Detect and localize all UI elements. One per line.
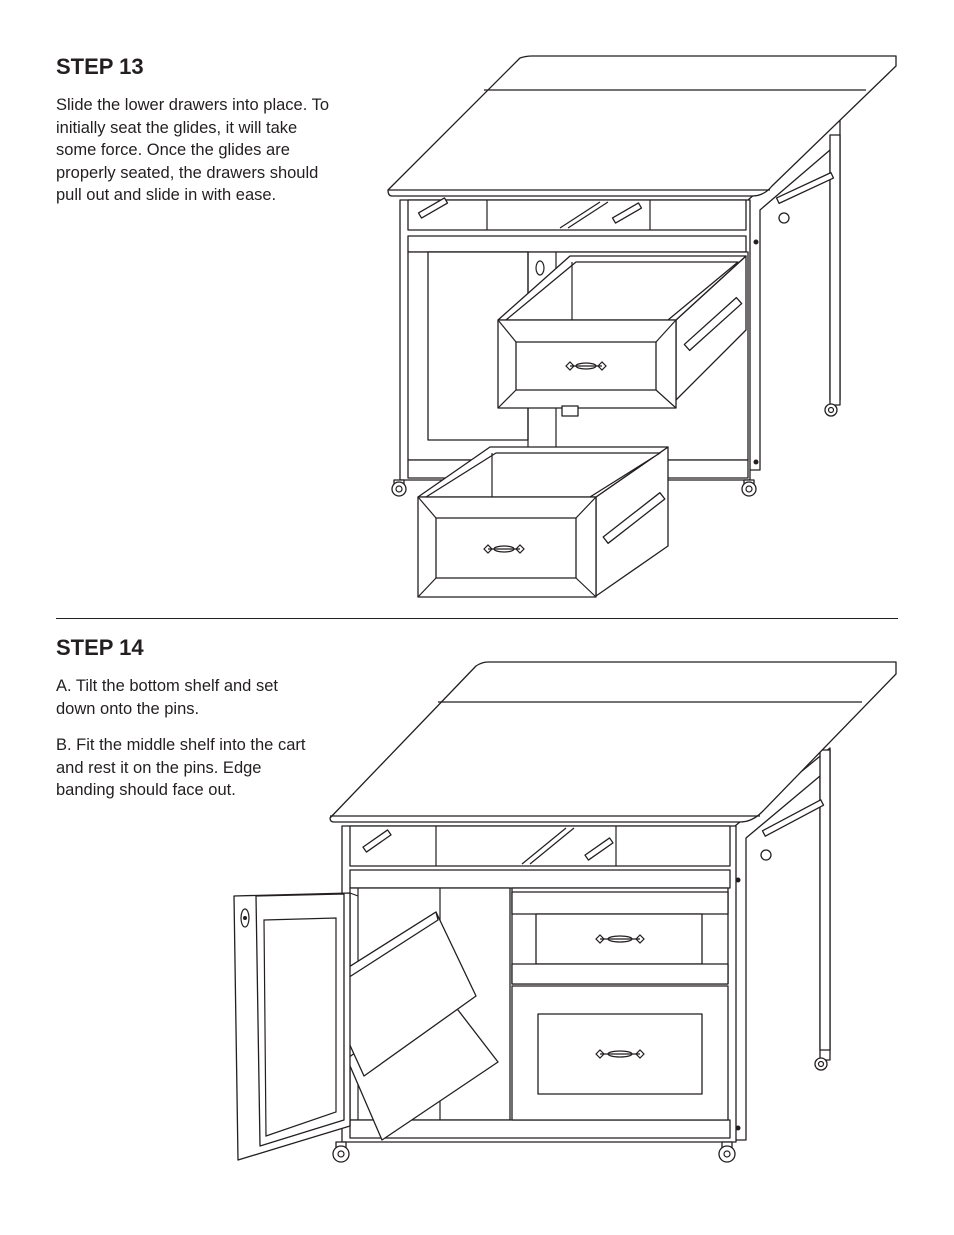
step-13-title: STEP 13 xyxy=(56,54,144,79)
drawer-handle-icon xyxy=(484,545,524,553)
upper-glide-right xyxy=(585,838,613,860)
caster-front-left xyxy=(392,480,406,496)
step-divider xyxy=(56,618,898,619)
installed-lower-drawer xyxy=(512,986,728,1120)
caster-front-left xyxy=(333,1142,349,1162)
caster-rear-right xyxy=(825,404,837,416)
installed-upper-drawer xyxy=(512,888,728,984)
step-14-instruction-b: B. Fit the middle shelf into the cart and rest it on the pins. Edge banding should face out. xyxy=(56,736,306,799)
caster-front-right xyxy=(742,480,756,496)
cart-right-rear-leg xyxy=(820,750,830,1050)
drawer-handle-icon xyxy=(596,935,644,943)
cart-door-open xyxy=(234,893,358,1160)
cart-side-panel xyxy=(735,748,830,1140)
upper-glide-left xyxy=(363,830,391,852)
caster-rear-right xyxy=(815,1058,827,1070)
drawer-handle-icon xyxy=(596,1050,644,1058)
step-14-instruction-a: A. Tilt the bottom shelf and set down onto the pins. xyxy=(56,677,278,718)
towel-bar xyxy=(762,800,823,836)
cart-tabletop xyxy=(330,662,896,822)
caster-front-right xyxy=(719,1142,735,1162)
step-14-title: STEP 14 xyxy=(56,635,144,660)
step-13-instructions: Slide the lower drawers into place. To initially seat the glides, it will take some force. Once the glides are properly seated, the drawers should pull out and slide in with ease. xyxy=(56,96,330,204)
drawer-handle-icon xyxy=(566,362,606,370)
cart-tabletop xyxy=(388,56,896,196)
cart-body xyxy=(342,826,736,1142)
bottom-shelf-tilted xyxy=(344,984,498,1140)
middle-shelf-tilted xyxy=(322,912,476,1076)
